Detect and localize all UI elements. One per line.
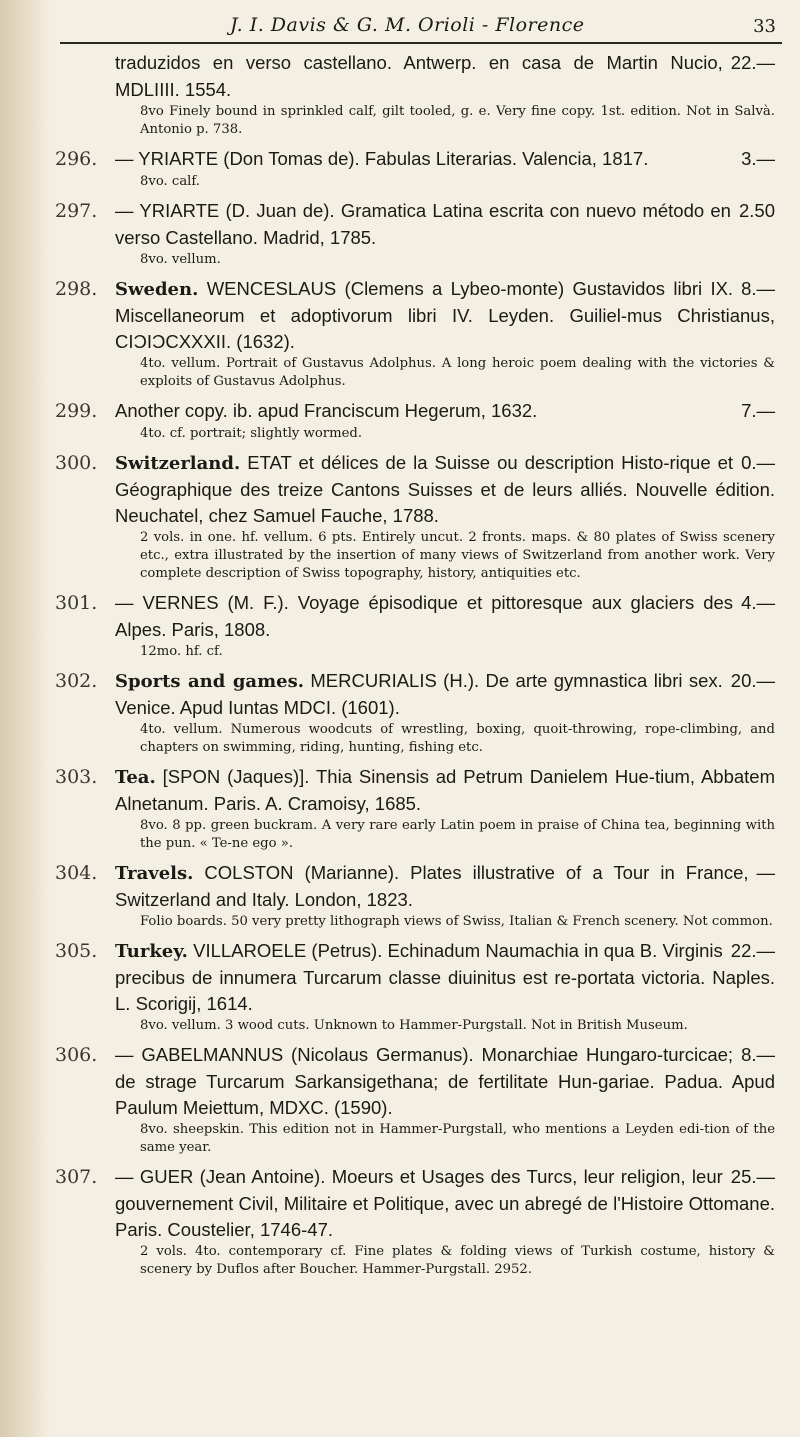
entry-number: 297.: [55, 200, 98, 222]
entry-price: 20.—: [730, 670, 775, 691]
entry-text: — VERNES (M. F.). Voyage épisodique et pittoresque aux glaciers des Alpes. Paris, 1808.: [115, 592, 734, 640]
entry-heading: [115, 860, 775, 913]
entry-text: — YRIARTE (D. Juan de). Gramatica Latina escrita con nuevo método en verso Castellano. Madrid, 1785.: [115, 200, 731, 248]
entry-heading: [115, 198, 775, 251]
entry-price: 3.—: [741, 148, 775, 169]
catalogue-entry: [0, 276, 800, 391]
entry-price: —: [756, 862, 775, 883]
entry-number: 305.: [55, 940, 98, 962]
entry-description: 8vo. vellum. 3 wood cuts. Unknown to Hammer-Purgstall. Not in British Museum.: [140, 1018, 688, 1033]
entry-heading: [115, 590, 775, 643]
catalogue-entry: [0, 50, 800, 139]
entry-price: 7.—: [741, 400, 775, 421]
entry-category: Travels.: [115, 863, 194, 884]
entry-price: 8.—: [741, 278, 775, 299]
entry-text: MERCURIALIS (H.). De arte gymnastica libri sex. Venice. Apud Iuntas MDCI. (1601).: [115, 670, 723, 718]
entry-text: — YRIARTE (Don Tomas de). Fabulas Literarias. Valencia, 1817.: [115, 148, 649, 169]
entry-description: 8vo. calf.: [140, 174, 200, 189]
entry-price: 2.50: [738, 200, 775, 221]
catalogue-entry: [0, 450, 800, 583]
entry-description: 8vo. vellum.: [140, 252, 221, 267]
entry-description: 2 vols. in one. hf. vellum. 6 pts. Entirely uncut. 2 fronts. maps. & 80 plates of Swiss scenery etc., extra illustrated by the insertion of many views of Switzerland from another work. Very complete description of Swiss topography, history, antiquities etc.: [140, 530, 775, 581]
entry-heading: [115, 1164, 775, 1243]
entry-number: 300.: [55, 452, 98, 474]
entry-text: Another copy. ib. apud Franciscum Hegerum, 1632.: [115, 400, 538, 421]
entry-text: ETAT et délices de la Suisse ou description Histo-rique et Géographique des treize Cantons Suisses et de leurs alliés. Nouvelle édition. Neuchatel, chez Samuel Fauche, 1788.: [115, 452, 775, 526]
entry-text: WENCESLAUS (Clemens a Lybeo-monte) Gustavidos libri IX. Miscellaneorum et adoptivorum libri IV. Leyden. Guiliel-mus Christianus, CIϽIϽCXXXII. (1632).: [115, 278, 775, 352]
entry-category: Tea.: [115, 767, 156, 788]
entry-text: traduzidos en verso castellano. Antwerp. en casa de Martin Nucio, MDLIIII. 1554.: [115, 52, 723, 100]
entry-price: 8.—: [741, 1044, 775, 1065]
entry-text: — GABELMANNUS (Nicolaus Germanus). Monarchiae Hungaro-turcicae; de strage Turcarum Sarkansigethana; de fertilitate Hun-gariae. Padua. Apud Paulum Meiettum, MDXC. (1590).: [115, 1044, 775, 1118]
entry-heading: [115, 938, 775, 1017]
entry-description: 8vo Finely bound in sprinkled calf, gilt tooled, g. e. Very fine copy. 1st. edition. Not in Salvà. Antonio p. 738.: [140, 104, 775, 137]
entry-price: 4.—: [741, 592, 775, 613]
catalogue-entry: [0, 1042, 800, 1157]
entry-heading: [115, 398, 775, 425]
entry-number: 301.: [55, 592, 98, 614]
entry-category: Sweden.: [115, 279, 199, 300]
catalogue-entries: [0, 50, 800, 1286]
entry-description: 4to. cf. portrait; slightly wormed.: [140, 426, 363, 441]
page-header: [60, 8, 782, 44]
entry-heading: [115, 668, 775, 721]
entry-category: Turkey.: [115, 941, 188, 962]
entry-text: VILLAROELE (Petrus). Echinadum Naumachia in qua B. Virginis precibus de innumera Turcarum classe diuinitus est re-portata victoria. Naples. L. Scorigij, 1614.: [115, 940, 775, 1014]
entry-description: 4to. vellum. Portrait of Gustavus Adolphus. A long heroic poem dealing with the victories & exploits of Gustavus Adolphus.: [140, 356, 775, 389]
entry-number: 304.: [55, 862, 98, 884]
catalogue-entry: [0, 938, 800, 1035]
entry-category: Sports and games.: [115, 671, 304, 692]
entry-description: 2 vols. 4to. contemporary cf. Fine plates & folding views of Turkish costume, history & scenery by Duflos after Boucher. Hammer-Purgstall. 2952.: [140, 1244, 775, 1277]
entry-number: 296.: [55, 148, 98, 170]
entry-description: 12mo. hf. cf.: [140, 644, 223, 659]
entry-price: 22.—: [730, 52, 775, 73]
catalogue-entry: [0, 860, 800, 931]
entry-price: 22.—: [730, 940, 775, 961]
catalogue-entry: [0, 146, 800, 191]
entry-heading: [115, 1042, 775, 1121]
running-title: J. I. Davis & G. M. Orioli - Florence: [230, 14, 585, 36]
catalogue-entry: [0, 668, 800, 757]
entry-number: 299.: [55, 400, 98, 422]
entry-description: Folio boards. 50 very pretty lithograph views of Swiss, Italian & French scenery. Not common.: [140, 914, 773, 929]
entry-heading: [115, 276, 775, 355]
entry-number: 307.: [55, 1166, 98, 1188]
catalogue-entry: [0, 590, 800, 661]
entry-text: [SPON (Jaques)]. Thia Sinensis ad Petrum Danielem Hue-tium, Abbatem Alnetanum. Paris. A. Cramoisy, 1685.: [115, 766, 776, 814]
entry-category: Switzerland.: [115, 453, 241, 474]
catalogue-entry: [0, 1164, 800, 1279]
entry-number: 298.: [55, 278, 98, 300]
entry-price: 0.—: [741, 452, 775, 473]
page-number: 33: [753, 16, 776, 37]
entry-description: 8vo. 8 pp. green buckram. A very rare early Latin poem in praise of China tea, beginning with the pun. « Te-ne ego ».: [140, 818, 775, 851]
entry-heading: [115, 450, 775, 529]
entry-heading: [115, 50, 775, 103]
catalogue-entry: [0, 398, 800, 443]
catalogue-entry: [0, 764, 800, 853]
entry-price: 25.—: [730, 1166, 775, 1187]
entry-number: 303.: [55, 766, 98, 788]
entry-heading: [115, 146, 775, 173]
entry-text: COLSTON (Marianne). Plates illustrative of a Tour in France, Switzerland and Italy. London, 1823.: [115, 862, 749, 910]
entry-number: 306.: [55, 1044, 98, 1066]
entry-text: — GUER (Jean Antoine). Moeurs et Usages des Turcs, leur religion, leur gouvernement Civil, Militaire et Politique, avec un abregé de l'Histoire Ottomane. Paris. Coustelier, 1746-47.: [115, 1166, 775, 1240]
entry-description: 8vo. sheepskin. This edition not in Hammer-Purgstall, who mentions a Leyden edi-tion of the same year.: [140, 1122, 775, 1155]
entry-number: 302.: [55, 670, 98, 692]
entry-heading: [115, 764, 775, 817]
catalogue-entry: [0, 198, 800, 269]
entry-description: 4to. vellum. Numerous woodcuts of wrestling, boxing, quoit-throwing, rope-climbing, and chapters on swimming, riding, hunting, fishing etc.: [140, 722, 775, 755]
